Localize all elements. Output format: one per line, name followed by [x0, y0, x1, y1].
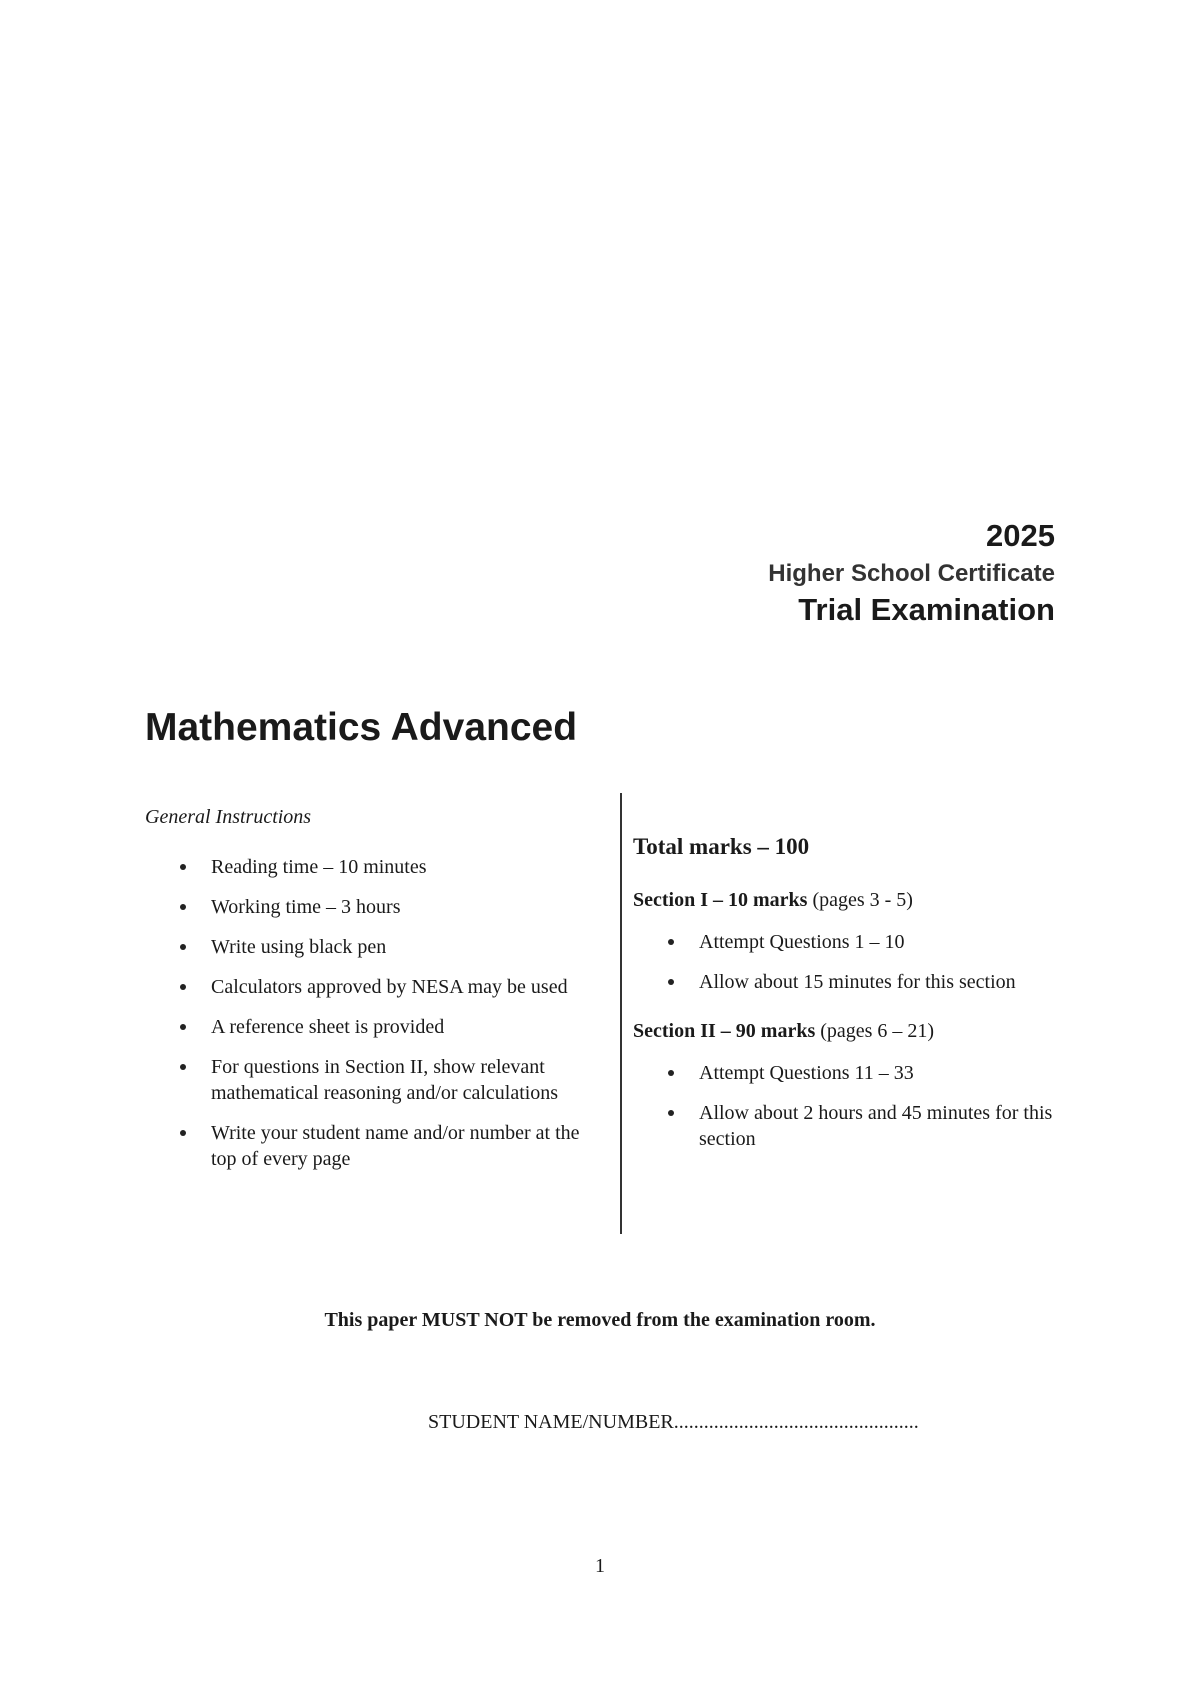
list-item [145, 934, 595, 960]
list-item [633, 929, 1073, 955]
section-2-heading [633, 1020, 934, 1043]
exam-year: 2025 [986, 518, 1055, 553]
instruction-text: Calculators approved by NESA may be used [211, 976, 568, 998]
student-name-field: STUDENT NAME/NUMBER................................................. [428, 1411, 919, 1433]
instruction-text: Write using black pen [211, 936, 387, 958]
section-1-list [633, 929, 1073, 1009]
bullet-icon [180, 984, 186, 990]
list-item [145, 1014, 595, 1040]
section-1-item: Attempt Questions 1 – 10 [699, 931, 905, 953]
total-marks: Total marks – 100 [633, 834, 810, 859]
exam-title: Trial Examination [798, 592, 1055, 627]
bullet-icon [180, 1064, 186, 1070]
list-item [633, 1060, 1073, 1086]
page-number: 1 [595, 1555, 605, 1577]
section-2-title: Section II – 90 marks [633, 1020, 816, 1042]
bullet-icon [668, 1070, 674, 1076]
instruction-text: Write your student name and/or number at the top of every page [211, 1122, 580, 1170]
general-instructions-list [145, 854, 595, 1186]
section-2-list [633, 1060, 1073, 1166]
certificate-title: Higher School Certificate [768, 560, 1055, 587]
section-1-title: Section I – 10 marks [633, 889, 808, 911]
section-1-pages: (pages 3 - 5) [807, 889, 913, 911]
general-instructions-label: General Instructions [145, 806, 312, 828]
list-item [145, 1054, 595, 1106]
bullet-icon [668, 939, 674, 945]
exam-room-notice: This paper MUST NOT be removed from the examination room. [324, 1309, 876, 1331]
instruction-text: A reference sheet is provided [211, 1016, 445, 1038]
section-2-pages: (pages 6 – 21) [815, 1020, 935, 1042]
section-2-item: Allow about 2 hours and 45 minutes for this section [699, 1102, 1053, 1150]
list-item [145, 854, 595, 880]
bullet-icon [668, 1110, 674, 1116]
bullet-icon [180, 944, 186, 950]
list-item [633, 969, 1073, 995]
section-1-heading [633, 889, 913, 912]
section-1-item: Allow about 15 minutes for this section [699, 971, 1016, 993]
list-item [145, 1120, 595, 1172]
bullet-icon [668, 979, 674, 985]
instruction-text: For questions in Section II, show relevant mathematical reasoning and/or calculations [211, 1056, 559, 1104]
subject-title: Mathematics Advanced [145, 706, 578, 749]
instruction-text: Reading time – 10 minutes [211, 856, 427, 878]
section-2-item: Attempt Questions 11 – 33 [699, 1062, 914, 1084]
list-item [145, 974, 595, 1000]
bullet-icon [180, 904, 186, 910]
instruction-text: Working time – 3 hours [211, 896, 401, 918]
bullet-icon [180, 1024, 186, 1030]
bullet-icon [180, 1130, 186, 1136]
column-divider [620, 793, 622, 1234]
bullet-icon [180, 864, 186, 870]
list-item [145, 894, 595, 920]
list-item [633, 1100, 1073, 1152]
